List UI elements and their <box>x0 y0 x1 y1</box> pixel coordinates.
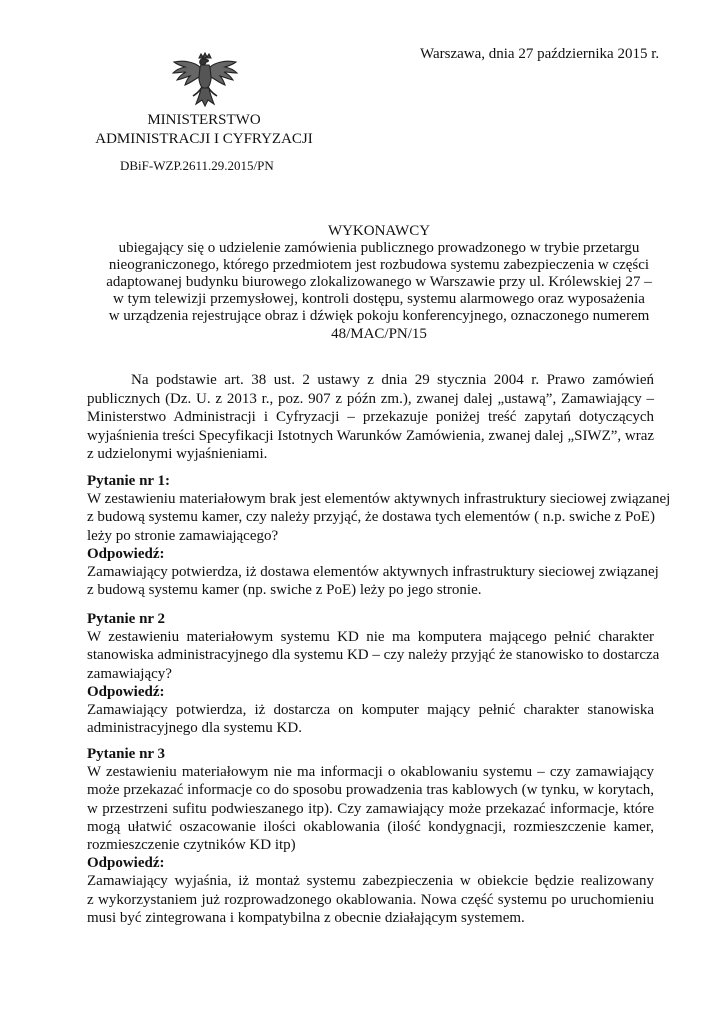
addressee-line: w urządzenia rejestrujące obraz i dźwięk pokoju konferencyjnego, oznaczonego numerem <box>108 308 650 325</box>
question-line: stanowiska administracyjnego dla systemu KD – czy należy przyjąć że stanowisko to dostarcza <box>87 647 660 664</box>
ministry-name-line: MINISTERSTWO <box>147 112 261 128</box>
intro-line: wyjaśnienia treści Specyfikacji Istotnych Warunków Zamówienia, zwanej dalej „SIWZ”, wraz <box>87 427 655 444</box>
addressee-line: nieograniczonego, którego przedmiotem jest rozbudowa systemu zabezpieczenia w części <box>108 257 650 274</box>
question-line: z budową systemu kamer, czy należy przyjąć, że dostawa tych elementów ( n.p. swiche z PoE) <box>87 509 655 526</box>
intro-line: Ministerstwo Administracji i Cyfryzacji – przekazuje poniżej treść zapytań dotyczących <box>87 409 654 426</box>
intro-paragraph <box>87 371 654 464</box>
intro-line: z udzielonymi wyjaśnieniami. <box>87 446 268 463</box>
addressee-title: WYKONAWCY <box>327 223 431 239</box>
ministry-name <box>80 111 328 149</box>
question-line: W zestawieniu materiałowym systemu KD nie ma komputera mającego pełnić charakter <box>87 629 654 646</box>
question-line: zamawiający? <box>87 665 172 682</box>
addressee-block <box>90 223 668 343</box>
question-line: może przekazać informacje co do sposobu prowadzenia tras kablowych (w tynku, w korytach, <box>87 782 654 799</box>
question-line: rozmieszczenie czytników KD itp) <box>87 837 296 854</box>
question-line: leży po stronie zamawiającego? <box>87 527 279 544</box>
intro-line: publicznych (Dz. U. z 2013 r., poz. 907 z późn zm.), zwanej dalej „ustawą”, Zamawiający – <box>87 390 654 407</box>
question-line: W zestawieniu materiałowym nie ma informacji o okablowaniu systemu – czy zamawiający <box>87 764 654 781</box>
reference-number: DBiF-WZP.2611.29.2015/PN <box>120 158 274 173</box>
ministry-name-line: ADMINISTRACJI I CYFRYZACJI <box>95 131 313 147</box>
question-block-1 <box>87 472 671 599</box>
question-block-2 <box>87 610 660 737</box>
addressee-line: ubiegający się o udzielenie zamówienia publicznego prowadzonego w trybie przetargu <box>118 240 640 257</box>
polish-eagle-emblem-icon <box>168 52 242 110</box>
answer-line: musi być zintegrowana i kompatybilna z obecnie działającym systemem. <box>87 909 525 926</box>
answer-line: Zamawiający wyjaśnia, iż montaż systemu zabezpieczenia w obiekcie będzie realizowany <box>87 873 654 890</box>
question-line: w przestrzeni sufitu podwieszanego itp). Czy zamawiający może przekazać informacje, które <box>87 800 654 817</box>
question-label: Pytanie nr 1: <box>87 473 171 489</box>
answer-label: Odpowiedź: <box>87 683 165 700</box>
question-line: mogą ułatwić oszacowanie ilości okablowania (ilość kondygnacji, rozmieszczenie kamer, <box>87 818 654 835</box>
answer-line: Zamawiający potwierdza, iż dostawa elementów aktywnych infrastruktury sieciowej związanej <box>87 564 659 581</box>
answer-label: Odpowiedź: <box>87 545 165 562</box>
addressee-line: adaptowanej budynku biurowego zlokalizowanego w Warszawie przy ul. Królewskiej 27 – <box>106 274 652 291</box>
answer-line: administracyjnego dla systemu KD. <box>87 720 302 737</box>
addressee-line: w tym telewizji przemysłowej, kontroli dostępu, systemu alarmowego oraz wyposażenia <box>113 291 645 308</box>
answer-line: Zamawiający potwierdza, iż dostarcza on komputer mający pełnić charakter stanowiska <box>87 702 654 719</box>
answer-line: z budową systemu kamer (np. swiche z PoE) leży po jego stronie. <box>87 582 482 599</box>
intro-line: Na podstawie art. 38 ust. 2 ustawy z dnia 29 stycznia 2004 r. Prawo zamówień <box>131 372 654 388</box>
addressee-line: 48/MAC/PN/15 <box>331 325 427 342</box>
question-line: W zestawieniu materiałowym brak jest elementów aktywnych infrastruktury sieciowej związanej <box>87 491 671 508</box>
document-date: Warszawa, dnia 27 października 2015 r. <box>420 46 660 62</box>
question-label: Pytanie nr 2 <box>87 611 166 627</box>
answer-label: Odpowiedź: <box>87 855 165 872</box>
question-label: Pytanie nr 3 <box>87 746 166 762</box>
answer-line: z wykorzystaniem już rozprowadzonego okablowania. Nowa część systemu po uruchomieniu <box>87 891 654 908</box>
question-block-3 <box>87 745 654 927</box>
